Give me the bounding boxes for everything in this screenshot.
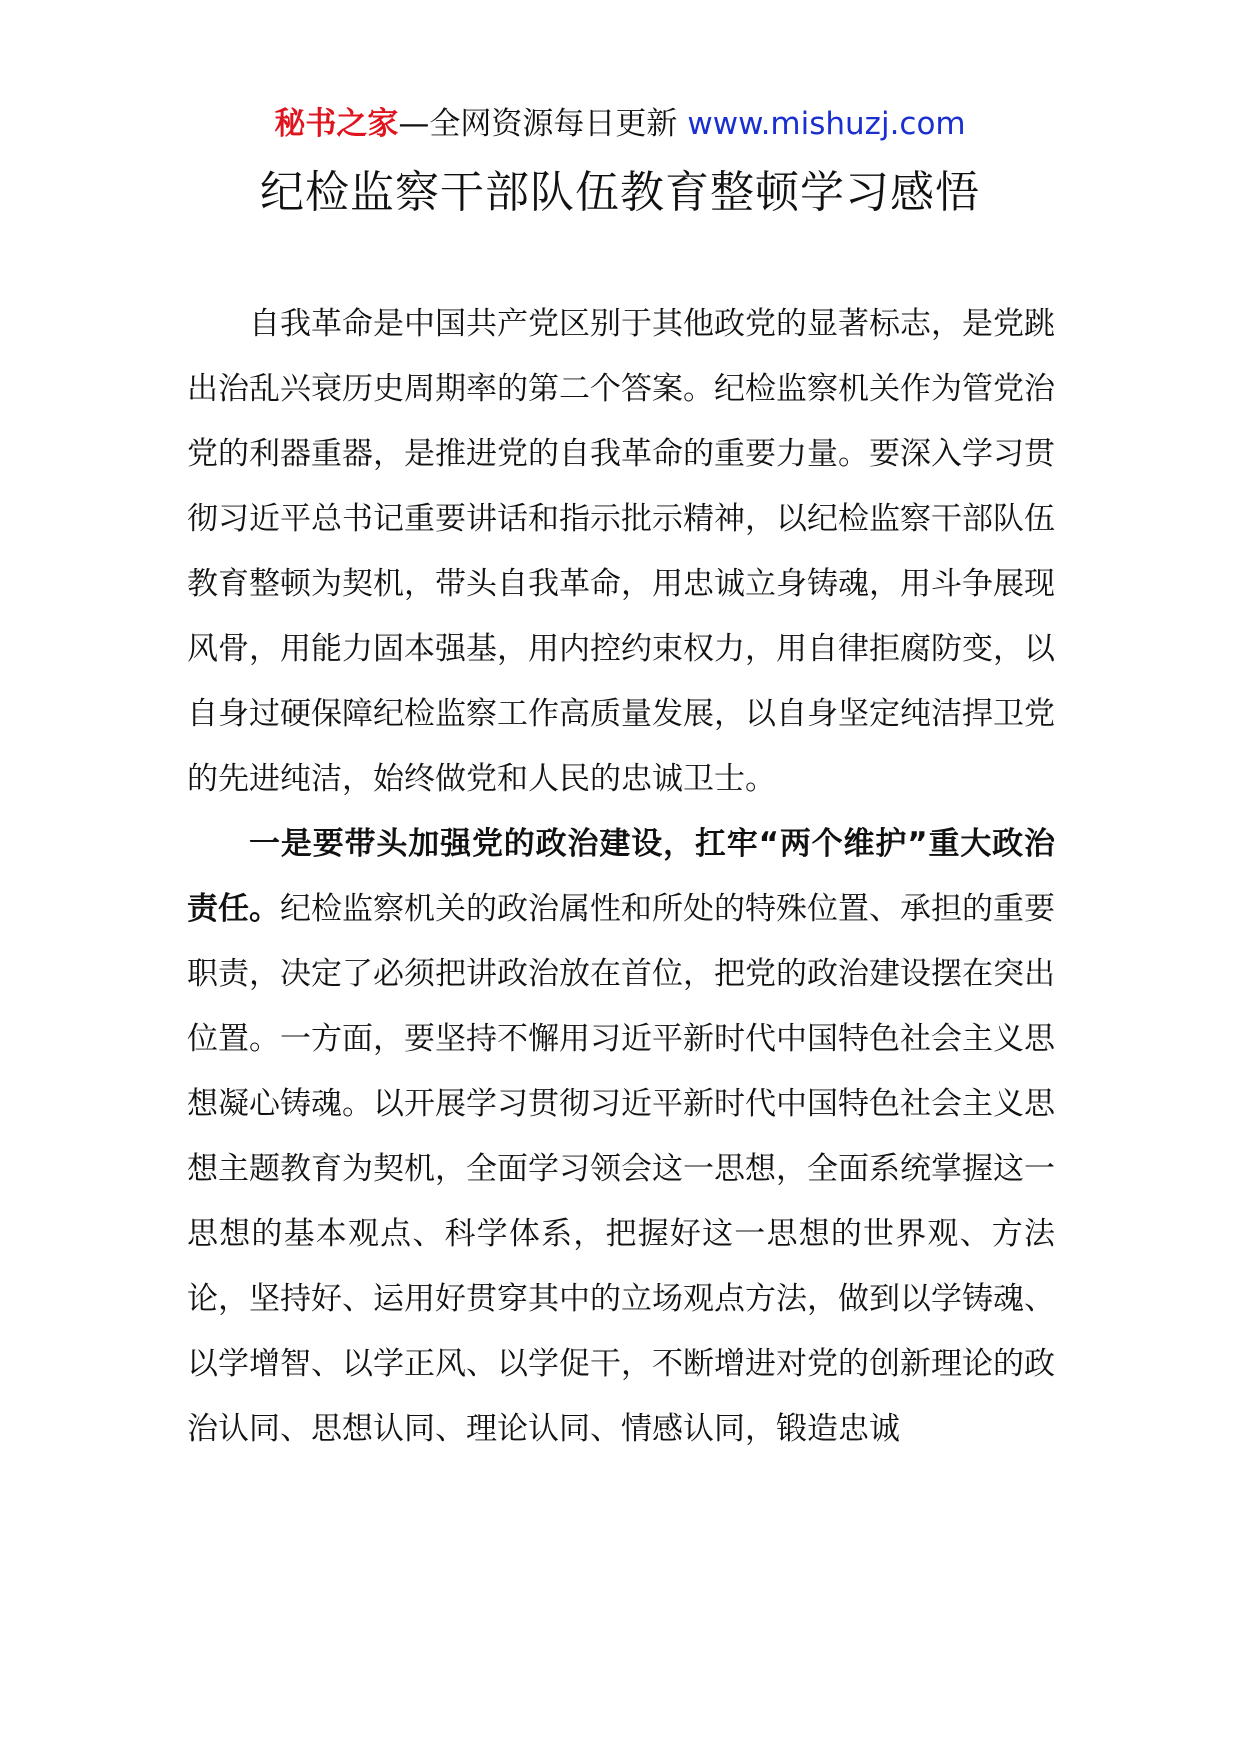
paragraph-text: 纪检监察机关的政治属性和所处的特殊位置、承担的重要职责，决定了必须把讲政治放在首位，把党的政治建设摆在突出位置。一方面，要坚持不懈用习近平新时代中国特色社会主义思想凝心铸魂。以开展学习贯彻习近平新时代中国特色社会主义思想主题教育为契机，全面学习领会这一思想，全面系统掌握这一思想的基本观点、科学体系，把握好这一思想的世界观、方法论，坚持好、运用好贯穿其中的立场观点方法，做到以学铸魂、以学增智、以学正风、以学促干，不断增进对党的创新理论的政治认同、思想认同、理论认同、情感认同，锻造忠诚 <box>187 891 1055 1447</box>
document-title: 纪检监察干部队伍教育整顿学习感悟 <box>260 167 980 218</box>
paragraph-intro <box>187 292 1055 812</box>
site-banner <box>0 100 1240 148</box>
site-url[interactable]: www.mishuzj.com <box>687 106 966 142</box>
paragraph-lead: 一是要带头加强党的政治建设，扛牢“两个维护”重大政治责任。 <box>187 826 1055 927</box>
paragraph-point-one <box>187 812 1055 1462</box>
site-slogan: —全网资源每日更新 <box>398 106 678 142</box>
brand-name: 秘书之家 <box>274 106 399 142</box>
paragraph-text: 自我革命是中国共产党区别于其他政党的显著标志，是党跳出治乱兴衰历史周期率的第二个答案。纪检监察机关作为管党治党的利器重器，是推进党的自我革命的重要力量。要深入学习贯彻习近平总书记重要讲话和指示批示精神，以纪检监察干部队伍教育整顿为契机，带头自我革命，用忠诚立身铸魂，用斗争展现风骨，用能力固本强基，用内控约束权力，用自律拒腐防变，以自身过硬保障纪检监察工作高质量发展，以自身坚定纯洁捍卫党的先进纯洁，始终做党和人民的忠诚卫士。 <box>187 306 1055 797</box>
document-body <box>187 292 1055 1462</box>
